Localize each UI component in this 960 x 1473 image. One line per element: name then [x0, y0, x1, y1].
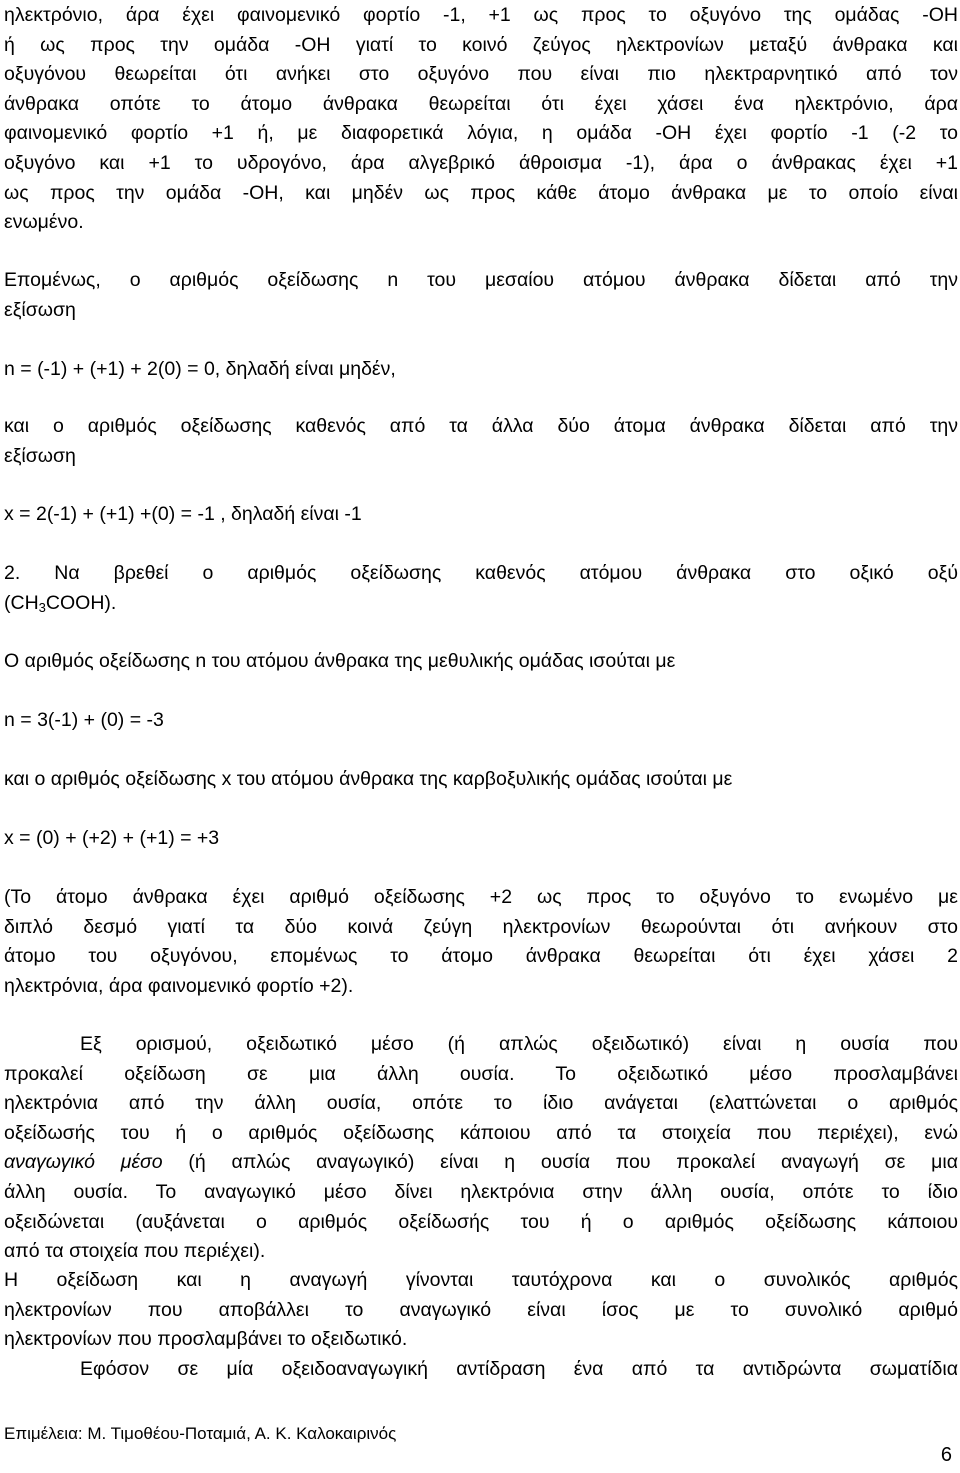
text-line: ηλεκτρόνια από την άλλη ουσία, οπότε το ίδιο ανάγεται (ελαττώνεται ο αριθμός	[4, 1092, 958, 1115]
text-line: από τα στοιχεία που περιέχει).	[4, 1240, 266, 1263]
paragraph-oh-group-charge	[4, 1, 958, 238]
text-span: Εξ ορισμού, οξειδωτικό μέσο (ή απλώς οξειδωτικό) είναι η ουσία που	[80, 1033, 958, 1055]
text-line: οξειδώνεται (αυξάνεται ο αριθμός οξείδωσής του ή ο αριθμός οξείδωσης κάποιου	[4, 1210, 958, 1233]
text-line: οξυγόνου θεωρείται ότι ανήκει στο οξυγόνο που είναι πιο ηλεκτραρνητικό από τον	[4, 63, 958, 86]
paragraph-other-carbons	[4, 412, 958, 471]
text-line	[4, 1355, 958, 1385]
text-line: άτομο του οξυγόνου, επομένως το άτομο άνθρακα θεωρείται ότι έχει χάσει 2	[4, 945, 958, 968]
text-line: ή ως προς την ομάδα -ΟΗ γιατί το κοινό ζεύγος ηλεκτρονίων μεταξύ άνθρακα και	[4, 33, 958, 56]
text-line: άνθρακα οπότε το άτομο άνθρακα θεωρείται ότι έχει χάσει ένα ηλεκτρόνιο, άρα	[4, 92, 958, 115]
text-line: 2. Να βρεθεί ο αριθμός οξείδωσης καθενός ατόμου άνθρακα στο οξικό οξύ	[4, 562, 958, 584]
paragraph-carboxyl	[4, 765, 958, 795]
text-line: ενωμένο.	[4, 211, 84, 234]
equation-methyl	[4, 706, 958, 736]
text-line: ηλεκτρονίων που αποβάλλει το αναγωγικό είναι ίσος με το συνολικό αριθμό	[4, 1298, 958, 1321]
text-span: Εφόσον σε μία οξειδοαναγωγική αντίδραση ένα από τα αντιδρώντα σωματίδια	[80, 1358, 958, 1380]
equation-line: x = (0) + (+2) + (+1) = +3	[4, 827, 220, 849]
equation-line: n = 3(-1) + (0) = -3	[4, 709, 164, 731]
equation-middle-carbon	[4, 355, 958, 385]
formula-subscript: 3	[38, 599, 46, 615]
text-line: προκαλεί οξείδωση σε μια άλλη ουσία. Το οξειδωτικό μέσο προσλαμβάνει	[4, 1062, 958, 1085]
text-line: Επομένως, ο αριθμός οξείδωσης n του μεσαίου ατόμου άνθρακα δίδεται από την	[4, 269, 958, 291]
text-line: Η οξείδωση και η αναγωγή γίνονται ταυτόχρονα και ο συνολικός αριθμός	[4, 1269, 958, 1291]
emphasized-term: αναγωγικό μέσο	[4, 1151, 163, 1174]
text-line: οξυγόνο και +1 το υδρογόνο, άρα αλγεβρικό άθροισμα -1), άρα ο άνθρακας έχει +1	[4, 151, 958, 174]
paragraph-middle-carbon	[4, 266, 958, 325]
page-number: 6	[940, 1444, 952, 1466]
text-line: διπλό δεσμό γιατί τα δύο κοινά ζεύγη ηλεκτρονίων θεωρούνται ότι ανήκουν στο	[4, 915, 958, 938]
text-line: και ο αριθμός οξείδωσης καθενός από τα άλλα δύο άτομα άνθρακα δίδεται από την	[4, 415, 958, 437]
text-line: άλλη ουσία. Το αναγωγικό μέσο δίνει ηλεκτρόνια στην άλλη ουσία, οπότε το ίδιο	[4, 1180, 958, 1203]
text-line: ηλεκτρόνιο, άρα έχει φαινομενικό φορτίο -1, +1 ως προς το οξυγόνο της ομάδας -ΟΗ	[4, 4, 958, 26]
paragraph-methyl	[4, 647, 958, 677]
text-line	[4, 1030, 958, 1060]
text-line: εξίσωση	[4, 444, 76, 467]
footer-credits: Επιμέλεια: Μ. Τιμοθέου-Ποταμιά, Α. Κ. Καλοκαιρινός	[4, 1424, 397, 1443]
text-line: και ο αριθμός οξείδωσης x του ατόμου άνθρακα της καρβοξυλικής ομάδας ισούται με	[4, 768, 733, 790]
paragraph-oxidizing-agent-definition	[4, 1030, 958, 1267]
equation-carboxyl	[4, 824, 958, 854]
text-line: φαινομενικό φορτίο +1 ή, με διαφορετικά λόγια, η ομάδα -ΟΗ έχει φορτίο -1 (-2 το	[4, 122, 958, 145]
equation-line: n = (-1) + (+1) + 2(0) = 0, δηλαδή είναι μηδέν,	[4, 358, 396, 380]
text-line: Ο αριθμός οξείδωσης n του ατόμου άνθρακα της μεθυλικής ομάδας ισούται με	[4, 650, 676, 672]
text-line	[4, 589, 958, 619]
text-line: ηλεκτρονίων που προσλαμβάνει το οξειδωτικό.	[4, 1328, 408, 1351]
paragraph-redox-continued	[4, 1355, 958, 1385]
text-line: ηλεκτρόνια, άρα φαινομενικό φορτίο +2).	[4, 974, 354, 997]
formula-part: (CH	[4, 591, 39, 614]
text-line: ως προς την ομάδα -ΟΗ, και μηδέν ως προς κάθε άτομο άνθρακα με το οποίο είναι	[4, 181, 958, 204]
text-line	[4, 1148, 958, 1178]
paragraph-double-bond-note	[4, 883, 958, 1001]
exercise-2-heading	[4, 559, 958, 618]
equation-line: x = 2(-1) + (+1) +(0) = -1 , δηλαδή είναι -1	[4, 503, 362, 525]
text-span: (ή απλώς αναγωγικό) είναι η ουσία που προκαλεί αναγωγή σε μια	[162, 1151, 958, 1174]
formula-part: COOH).	[45, 591, 117, 614]
text-line: εξίσωση	[4, 298, 76, 321]
paragraph-simultaneous-redox	[4, 1266, 958, 1355]
text-line: (Το άτομο άνθρακα έχει αριθμό οξείδωσης +2 ως προς το οξυγόνο το ενωμένο με	[4, 886, 958, 908]
equation-other-carbons	[4, 500, 958, 530]
text-line: οξείδωσής του ή ο αριθμός οξείδωσης κάποιου από τα στοιχεία που περιέχει), ενώ	[4, 1121, 958, 1144]
